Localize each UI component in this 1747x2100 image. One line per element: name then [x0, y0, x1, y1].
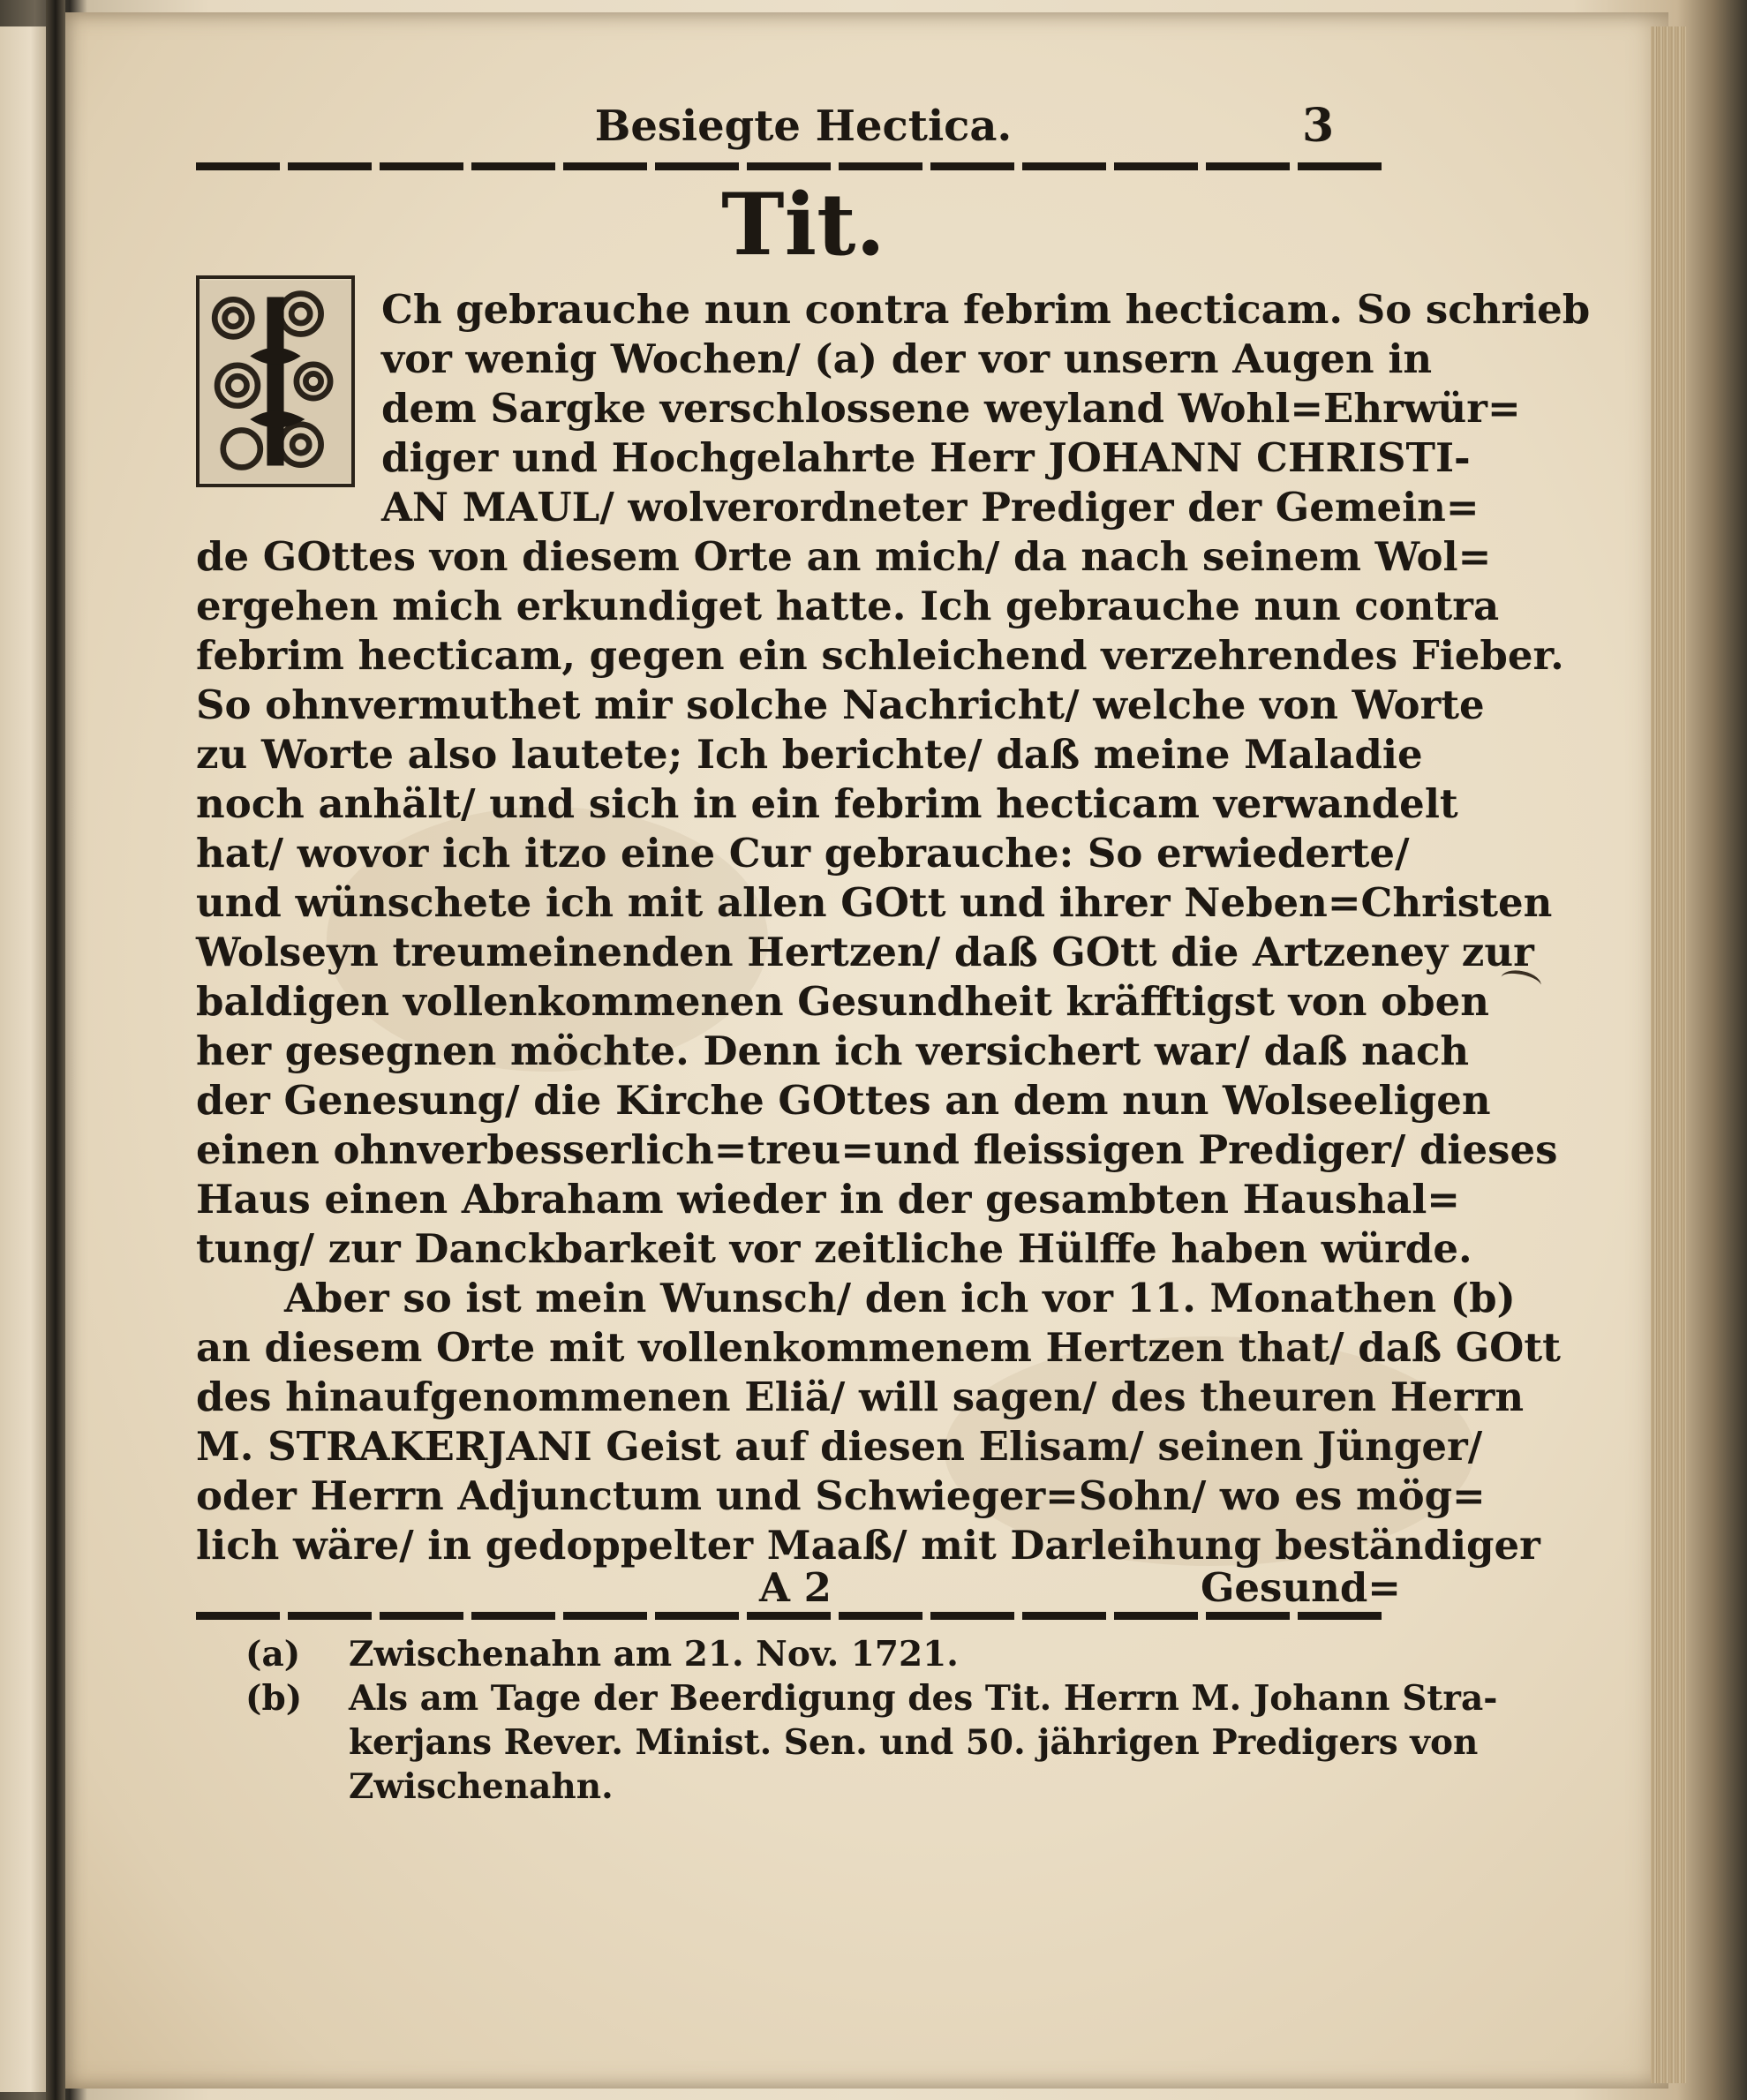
page-number: 3 [1302, 99, 1335, 153]
body-line: her gesegnen möchte. Denn ich versichert war/ daß nach [196, 1027, 1470, 1074]
body-line: dem Sargke verschlossene weyland Wohl=Ehrwür= [381, 385, 1521, 432]
body-line: diger und Hochgelahrte Herr JOHANN CHRISTI- [381, 434, 1471, 481]
catchword: Gesund= [1201, 1564, 1401, 1611]
page-stack-edge [1651, 26, 1686, 2083]
body-line: baldigen vollenkommenen Gesundheit kräfftigst von oben [196, 978, 1489, 1025]
book-gutter [46, 0, 65, 2100]
body-line: hat/ wovor ich itzo eine Cur gebrauche: So erwiederte/ [196, 830, 1410, 877]
body-line: vor wenig Wochen/ (a) der vor unsern Augen in [381, 335, 1433, 382]
body-line: febrim hecticam, gegen ein schleichend verzehrendes Fieber. [196, 632, 1564, 679]
body-line: Aber so ist mein Wunsch/ den ich vor 11. Monathen (b) [284, 1275, 1516, 1321]
body-line: tung/ zur Danckbarkeit vor zeitliche Hülffe haben würde. [196, 1225, 1472, 1272]
footnote-line: Zwischenahn. [349, 1766, 614, 1807]
body-line: lich wäre/ in gedoppelter Maaß/ mit Darleihung beständiger [196, 1522, 1540, 1569]
body-line: noch anhält/ und sich in ein febrim hecticam verwandelt [196, 780, 1458, 827]
body-line: AN MAUL/ wolverordneter Prediger der Gemein= [381, 484, 1480, 531]
footnote-line: Zwischenahn am 21. Nov. 1721. [349, 1634, 959, 1675]
footnote-rule [196, 1612, 1388, 1620]
body-line: de GOttes von diesem Orte an mich/ da nach seinem Wol= [196, 533, 1492, 580]
facing-page-edge [0, 26, 51, 2092]
section-heading: Tit. [721, 175, 885, 275]
body-line: der Genesung/ die Kirche GOttes an dem nun Wolseeligen [196, 1077, 1491, 1124]
footnote-line: kerjans Rever. Minist. Sen. und 50. jährigen Predigers von [349, 1722, 1479, 1763]
body-line: zu Worte also lautete; Ich berichte/ daß meine Maladie [196, 731, 1423, 778]
ornamental-initial-icon [196, 275, 355, 487]
signature-mark: A 2 [759, 1564, 832, 1611]
footnote-marker: (a) [245, 1634, 301, 1675]
body-line: einen ohnverbesserlich=treu=und fleissigen Prediger/ dieses [196, 1126, 1558, 1173]
body-line: an diesem Orte mit vollenkommenem Hertzen that/ daß GOtt [196, 1324, 1561, 1371]
body-line: Ch gebrauche nun contra febrim hecticam. So schrieb [381, 286, 1591, 333]
running-title: Besiegte Hectica. [594, 102, 1013, 151]
body-line: oder Herrn Adjunctum und Schwieger=Sohn/ wo es mög= [196, 1472, 1486, 1519]
header-rule [196, 162, 1388, 170]
body-line: des hinaufgenommenen Eliä/ will sagen/ des theuren Herrn [196, 1374, 1525, 1420]
footnote-marker: (b) [245, 1678, 303, 1719]
body-line: Wolseyn treumeinenden Hertzen/ daß GOtt die Artzeney zur [196, 929, 1534, 975]
body-line: So ohnvermuthet mir solche Nachricht/ welche von Worte [196, 681, 1485, 728]
footnote-line: Als am Tage der Beerdigung des Tit. Herrn M. Johann Stra- [349, 1678, 1498, 1719]
body-line: und wünschete ich mit allen GOtt und ihrer Neben=Christen [196, 879, 1553, 926]
body-line: Haus einen Abraham wieder in der gesambten Haushal= [196, 1176, 1461, 1223]
body-line: M. STRAKERJANI Geist auf diesen Elisam/ seinen Jünger/ [196, 1423, 1483, 1470]
body-line: ergehen mich erkundiget hatte. Ich gebrauche nun contra [196, 583, 1500, 629]
